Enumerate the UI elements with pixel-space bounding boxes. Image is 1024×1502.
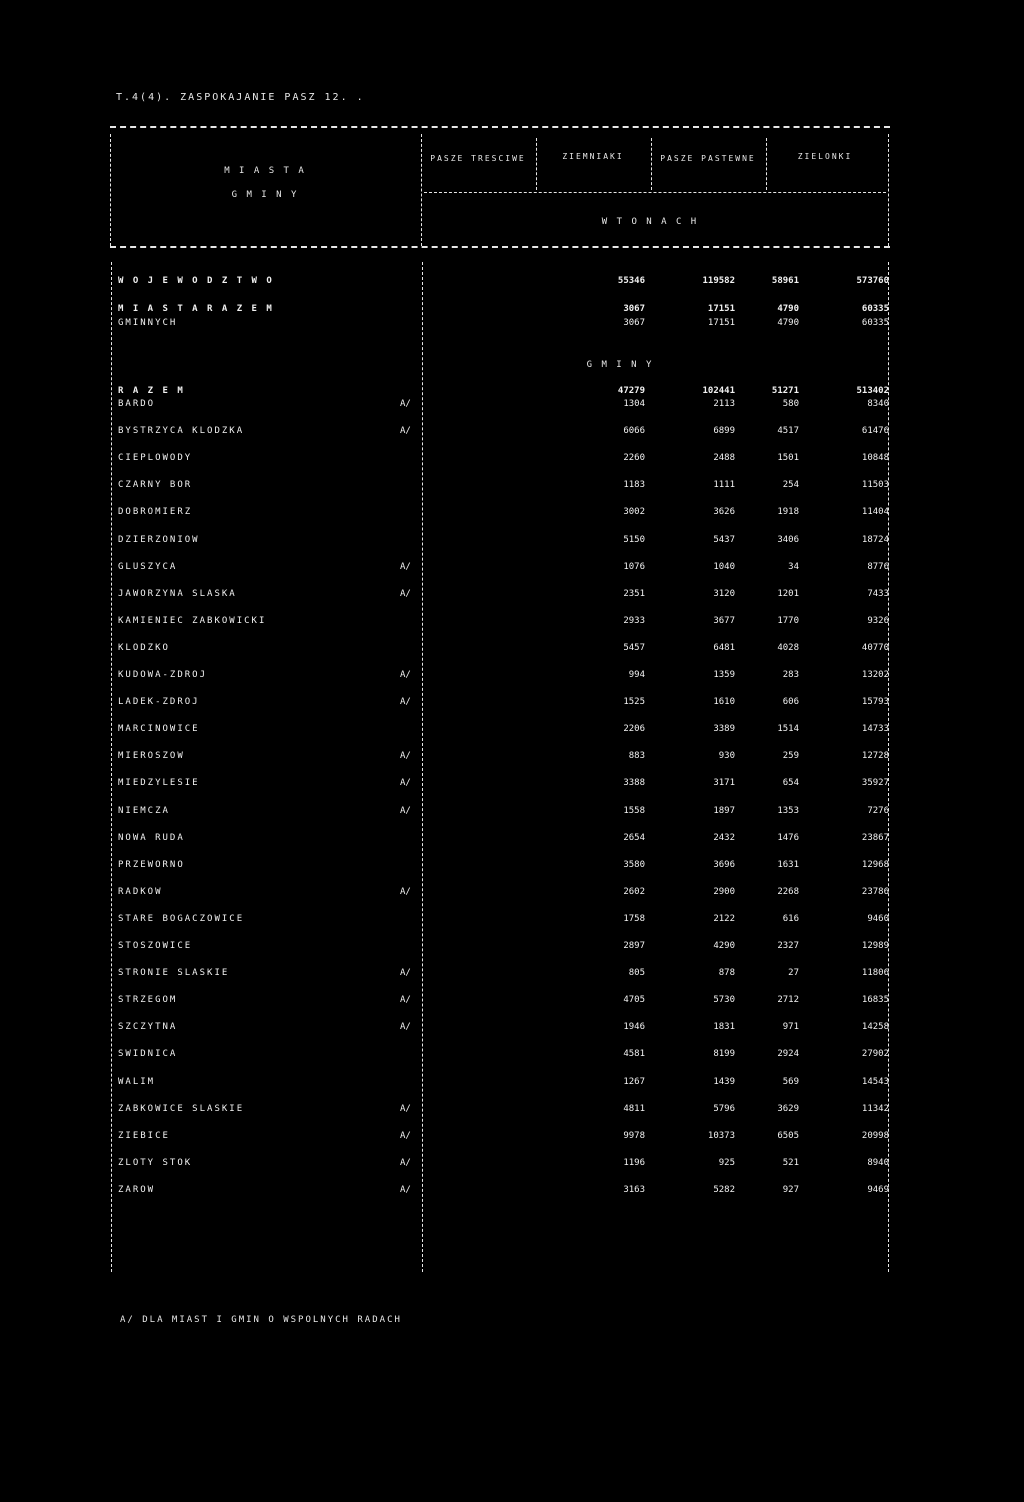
cell-pasze-pastewne: 1770	[777, 616, 799, 626]
cell-pasze-tresciwe: 5150	[623, 535, 645, 545]
row-name: RADKOW	[118, 887, 163, 897]
cell-ziemniaki: 2488	[713, 453, 735, 463]
cell-pasze-pastewne: 971	[782, 1022, 799, 1032]
row-name: PRZEWORNO	[118, 860, 185, 870]
cell-ziemniaki: 2113	[713, 399, 735, 409]
table-row	[110, 778, 895, 806]
table-row	[110, 453, 895, 481]
cell-ziemniaki: 2432	[713, 833, 735, 843]
cell-ziemniaki: 925	[718, 1158, 735, 1168]
header-col4: ZIELONKI	[797, 152, 853, 161]
cell-ziemniaki: 878	[718, 968, 735, 978]
cell-pasze-pastewne: 1476	[777, 833, 799, 843]
row-name: STRONIE SLASKIE	[118, 968, 230, 978]
cell-ziemniaki: 5730	[713, 995, 735, 1005]
row-flag: A/	[400, 751, 411, 761]
row-name: GLUSZYCA	[118, 562, 178, 572]
col-divider-3	[766, 138, 767, 190]
cell-ziemniaki: 5437	[713, 535, 735, 545]
row-name: W O J E W O D Z T W O	[118, 276, 274, 286]
table-row	[110, 535, 895, 563]
row-name: JAWORZYNA SLASKA	[118, 589, 237, 599]
row-name: NOWA RUDA	[118, 833, 185, 843]
cell-pasze-tresciwe: 883	[628, 751, 645, 761]
row-name: BYSTRZYCA KLODZKA	[118, 426, 245, 436]
cell-pasze-tresciwe: 9978	[623, 1131, 645, 1141]
table-row	[110, 507, 895, 535]
row-name: ZABKOWICE SLASKIE	[118, 1104, 245, 1114]
frame-left-line	[110, 134, 111, 246]
table-row-cities-gmin: GMINNYCH 3067 17151 4790 60335	[118, 318, 889, 328]
row-name: SWIDNICA	[118, 1049, 178, 1059]
row-name: ZLOTY STOK	[118, 1158, 193, 1168]
cell-ziemniaki: 1897	[713, 806, 735, 816]
cell-pasze-tresciwe: 1183	[623, 480, 645, 490]
row-name: WALIM	[118, 1077, 156, 1087]
row-name: M I A S T A R A Z E M	[118, 304, 274, 314]
row-flag: A/	[400, 670, 411, 680]
row-name: KAMIENIEC ZABKOWICKI	[118, 616, 267, 626]
cell-zielonki: 14733	[861, 724, 889, 734]
cell-zielonki: 14543	[861, 1077, 889, 1087]
row-flag: A/	[400, 778, 411, 788]
cell-pasze-tresciwe: 6066	[623, 426, 645, 436]
cell-pasze-pastewne: 1631	[777, 860, 799, 870]
cell-pasze-pastewne: 4028	[777, 643, 799, 653]
cell-pasze-tresciwe: 2260	[623, 453, 645, 463]
cell-pasze-pastewne: 521	[782, 1158, 799, 1168]
row-flag: A/	[400, 562, 411, 572]
row-flag: A/	[400, 1104, 411, 1114]
cell-zielonki: 14258	[861, 1022, 889, 1032]
header-name-col: M I A S T A	[224, 166, 306, 176]
cell-pasze-pastewne: 254	[782, 480, 799, 490]
row-name: STOSZOWICE	[118, 941, 193, 951]
cell-ziemniaki: 6481	[713, 643, 735, 653]
cell-zielonki: 12989	[861, 941, 889, 951]
row-name: STARE BOGACZOWICE	[118, 914, 245, 924]
cell-pasze-pastewne: 283	[782, 670, 799, 680]
cell-ziemniaki: 1439	[713, 1077, 735, 1087]
cell-pasze-pastewne: 3406	[777, 535, 799, 545]
cell-pasze-tresciwe: 2897	[623, 941, 645, 951]
cell-zielonki: 7276	[867, 806, 889, 816]
cell-zielonki: 15793	[861, 697, 889, 707]
cell-pasze-pastewne: 2712	[777, 995, 799, 1005]
cell-pasze-tresciwe: 3580	[623, 860, 645, 870]
cell-pasze-tresciwe: 1525	[623, 697, 645, 707]
section-label-gminy: G M I N Y	[586, 360, 654, 370]
cell-pasze-pastewne: 1201	[777, 589, 799, 599]
cell-pasze-tresciwe: 994	[628, 670, 645, 680]
table-row	[110, 806, 895, 834]
cell-zielonki: 16835	[861, 995, 889, 1005]
cell-zielonki: 20998	[861, 1131, 889, 1141]
cell-zielonki: 11342	[861, 1104, 889, 1114]
cell-zielonki: 8776	[867, 562, 889, 572]
row-name: R A Z E M	[118, 386, 185, 396]
cell-zielonki: 9460	[867, 914, 889, 924]
cell-pasze-tresciwe: 1076	[623, 562, 645, 572]
row-flag: A/	[400, 697, 411, 707]
table-row	[110, 1185, 895, 1213]
cell-ziemniaki: 4290	[713, 941, 735, 951]
cell-pasze-pastewne: 34	[788, 562, 799, 572]
frame-right-line	[888, 134, 889, 246]
row-name: NIEMCZA	[118, 806, 170, 816]
table-row	[110, 914, 895, 942]
cell-pasze-pastewne: 259	[782, 751, 799, 761]
row-flag: A/	[400, 1131, 411, 1141]
table-row	[110, 670, 895, 698]
cell-pasze-tresciwe: 5457	[623, 643, 645, 653]
cell-pasze-pastewne: 580	[782, 399, 799, 409]
table-row-cities-total: M I A S T A R A Z E M 3067 17151 4790 60335	[118, 304, 889, 314]
table-row	[110, 724, 895, 752]
cell-pasze-pastewne: 2327	[777, 941, 799, 951]
row-name: DOBROMIERZ	[118, 507, 193, 517]
cell-zielonki: 23786	[861, 887, 889, 897]
cell-pasze-tresciwe: 3163	[623, 1185, 645, 1195]
cell-pasze-tresciwe: 1558	[623, 806, 645, 816]
cell-ziemniaki: 2122	[713, 914, 735, 924]
row-flag: A/	[400, 589, 411, 599]
cell-pasze-pastewne: 3629	[777, 1104, 799, 1114]
cell-ziemniaki: 1831	[713, 1022, 735, 1032]
cell-zielonki: 11503	[861, 480, 889, 490]
cell-zielonki: 13202	[861, 670, 889, 680]
row-name: MARCINOWICE	[118, 724, 200, 734]
cell-zielonki: 8340	[867, 399, 889, 409]
cell-ziemniaki: 5796	[713, 1104, 735, 1114]
row-name: DZIERZONIOW	[118, 535, 200, 545]
cell-pasze-pastewne: 569	[782, 1077, 799, 1087]
table-row	[110, 697, 895, 725]
header-col2: ZIEMNIAKI	[562, 152, 624, 161]
row-name: KUDOWA-ZDROJ	[118, 670, 208, 680]
cell-zielonki: 9469	[867, 1185, 889, 1195]
cell-pasze-tresciwe: 1758	[623, 914, 645, 924]
cell-zielonki: 18724	[861, 535, 889, 545]
cell-zielonki: 11806	[861, 968, 889, 978]
row-flag: A/	[400, 887, 411, 897]
table-row	[110, 426, 895, 454]
cell-ziemniaki: 5282	[713, 1185, 735, 1195]
cell-pasze-pastewne: 2268	[777, 887, 799, 897]
table-row	[110, 1104, 895, 1132]
row-name: CIEPLOWODY	[118, 453, 193, 463]
row-name: ZIEBICE	[118, 1131, 170, 1141]
frame-divider-line	[421, 134, 422, 246]
row-flag: A/	[400, 1185, 411, 1195]
cell-pasze-tresciwe: 2351	[623, 589, 645, 599]
cell-pasze-tresciwe: 1304	[623, 399, 645, 409]
row-name: GMINNYCH	[118, 318, 178, 328]
cell-pasze-tresciwe: 2602	[623, 887, 645, 897]
row-flag: A/	[400, 968, 411, 978]
footnote: A/ DLA MIAST I GMIN O WSPOLNYCH RADACH	[120, 1315, 402, 1325]
cell-ziemniaki: 1111	[713, 480, 735, 490]
cell-zielonki: 12968	[861, 860, 889, 870]
cell-pasze-pastewne: 1501	[777, 453, 799, 463]
header-bottom-rule	[110, 246, 890, 248]
cell-zielonki: 23867	[861, 833, 889, 843]
cell-ziemniaki: 1359	[713, 670, 735, 680]
table-row	[110, 1022, 895, 1050]
cell-zielonki: 35927	[861, 778, 889, 788]
table-row	[110, 941, 895, 969]
cell-pasze-pastewne: 27	[788, 968, 799, 978]
cell-pasze-tresciwe: 1196	[623, 1158, 645, 1168]
row-name: ZAROW	[118, 1185, 156, 1195]
cell-zielonki: 8940	[867, 1158, 889, 1168]
table-title: T.4(4). ZASPOKAJANIE PASZ 12. .	[116, 92, 365, 103]
header-top-rule	[110, 126, 890, 128]
cell-pasze-pastewne: 2924	[777, 1049, 799, 1059]
table-row	[110, 1077, 895, 1105]
header-mid-rule	[424, 192, 886, 193]
cell-pasze-pastewne: 4517	[777, 426, 799, 436]
table-row	[110, 1049, 895, 1077]
cell-zielonki: 40770	[861, 643, 889, 653]
table-row	[110, 643, 895, 671]
cell-ziemniaki: 2900	[713, 887, 735, 897]
table-row-gminy-total: R A Z E M 47279 102441 51271 513402	[118, 386, 889, 396]
cell-ziemniaki: 3389	[713, 724, 735, 734]
cell-pasze-pastewne: 1918	[777, 507, 799, 517]
cell-ziemniaki: 8199	[713, 1049, 735, 1059]
cell-pasze-tresciwe: 2206	[623, 724, 645, 734]
header-col3: PASZE PASTEWNE	[660, 154, 756, 163]
row-name: MIEDZYLESIE	[118, 778, 200, 788]
row-flag: A/	[400, 1158, 411, 1168]
row-name: LADEK-ZDROJ	[118, 697, 200, 707]
table-row	[110, 860, 895, 888]
row-name: KLODZKO	[118, 643, 170, 653]
cell-pasze-pastewne: 1353	[777, 806, 799, 816]
cell-ziemniaki: 1610	[713, 697, 735, 707]
row-name: SZCZYTNA	[118, 1022, 178, 1032]
table-row	[110, 995, 895, 1023]
cell-pasze-tresciwe: 3388	[623, 778, 645, 788]
col-divider-1	[536, 138, 537, 190]
table-row	[110, 833, 895, 861]
table-row	[110, 1131, 895, 1159]
cell-pasze-pastewne: 927	[782, 1185, 799, 1195]
table-row-voivodeship: W O J E W O D Z T W O 55346 119582 58961 573760	[118, 276, 889, 286]
row-name: BARDO	[118, 399, 156, 409]
cell-ziemniaki: 10373	[707, 1131, 735, 1141]
row-flag: A/	[400, 1022, 411, 1032]
cell-ziemniaki: 930	[718, 751, 735, 761]
row-name: STRZEGOM	[118, 995, 178, 1005]
cell-zielonki: 27902	[861, 1049, 889, 1059]
cell-pasze-pastewne: 6505	[777, 1131, 799, 1141]
table-row	[110, 751, 895, 779]
row-flag: A/	[400, 399, 411, 409]
cell-ziemniaki: 3171	[713, 778, 735, 788]
table-row	[110, 480, 895, 508]
cell-pasze-tresciwe: 4581	[623, 1049, 645, 1059]
row-name: MIEROSZOW	[118, 751, 185, 761]
cell-ziemniaki: 6899	[713, 426, 735, 436]
row-name: CZARNY BOR	[118, 480, 193, 490]
cell-pasze-tresciwe: 2933	[623, 616, 645, 626]
cell-zielonki: 10848	[861, 453, 889, 463]
table-row	[110, 887, 895, 915]
cell-pasze-tresciwe: 4705	[623, 995, 645, 1005]
row-flag: A/	[400, 426, 411, 436]
cell-pasze-tresciwe: 2654	[623, 833, 645, 843]
table-row	[110, 616, 895, 644]
cell-pasze-tresciwe: 3002	[623, 507, 645, 517]
cell-zielonki: 61476	[861, 426, 889, 436]
cell-zielonki: 12728	[861, 751, 889, 761]
cell-pasze-pastewne: 616	[782, 914, 799, 924]
cell-zielonki: 11404	[861, 507, 889, 517]
cell-ziemniaki: 1040	[713, 562, 735, 572]
row-flag: A/	[400, 806, 411, 816]
cell-pasze-tresciwe: 4811	[623, 1104, 645, 1114]
cell-pasze-tresciwe: 1267	[623, 1077, 645, 1087]
col-divider-2	[651, 138, 652, 190]
cell-ziemniaki: 3696	[713, 860, 735, 870]
table-row	[110, 399, 895, 427]
header-name-col2: G M I N Y	[231, 190, 299, 200]
cell-pasze-tresciwe: 1946	[623, 1022, 645, 1032]
table-row	[110, 589, 895, 617]
table-row	[110, 968, 895, 996]
cell-pasze-tresciwe: 805	[628, 968, 645, 978]
table-row	[110, 562, 895, 590]
cell-zielonki: 9326	[867, 616, 889, 626]
header-col1: PASZE TRESCIWE	[430, 154, 526, 163]
cell-zielonki: 7433	[867, 589, 889, 599]
cell-ziemniaki: 3626	[713, 507, 735, 517]
cell-pasze-pastewne: 654	[782, 778, 799, 788]
cell-pasze-pastewne: 1514	[777, 724, 799, 734]
row-flag: A/	[400, 995, 411, 1005]
cell-ziemniaki: 3120	[713, 589, 735, 599]
cell-pasze-pastewne: 606	[782, 697, 799, 707]
table-row	[110, 1158, 895, 1186]
cell-ziemniaki: 3677	[713, 616, 735, 626]
header-unit: W T O N A C H	[601, 217, 699, 227]
